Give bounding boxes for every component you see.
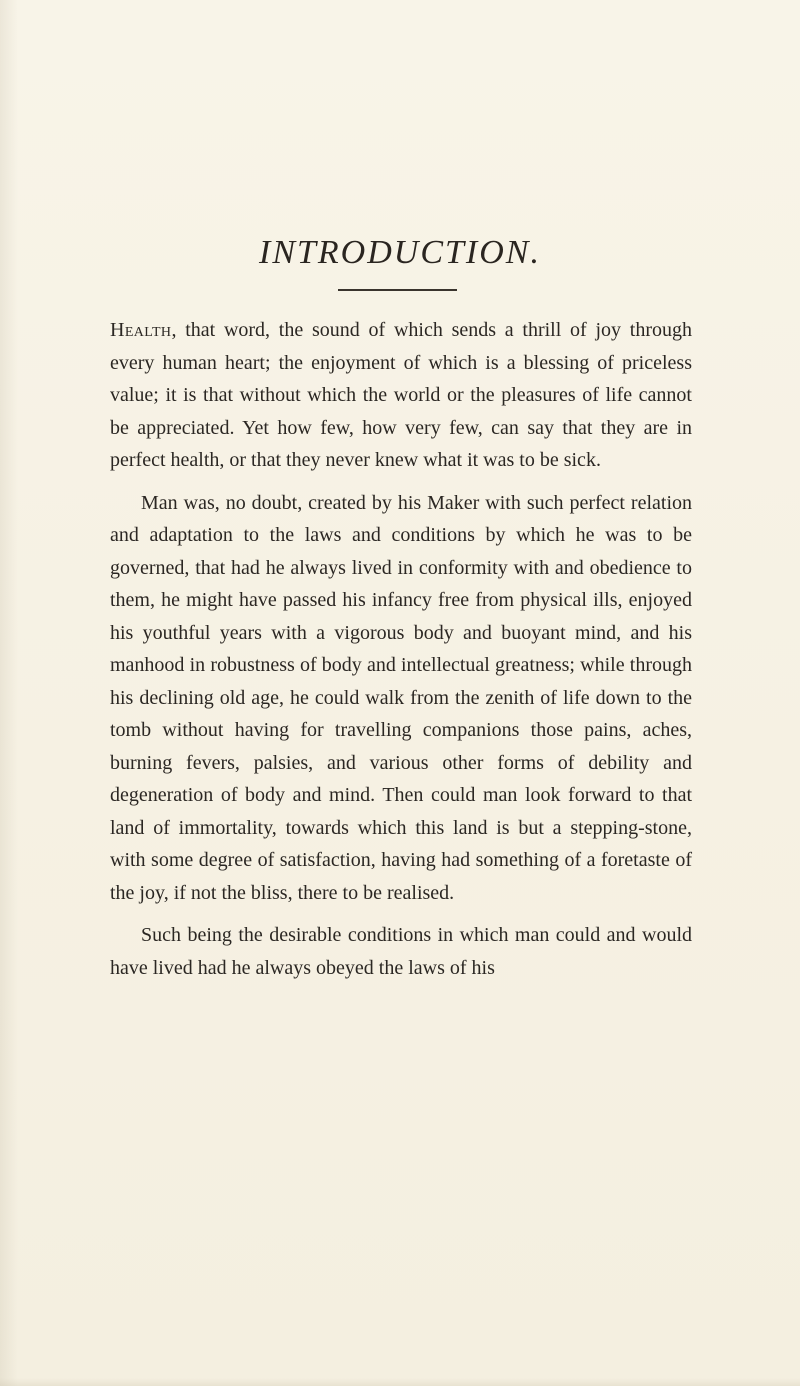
page-bottom-shadow [0,1378,800,1386]
title-rule [338,289,457,291]
paragraph-3: Such being the desirable conditions in which man could and would have lived had he always obeyed the laws of his [110,924,692,979]
paragraph-2: Man was, no doubt, created by his Maker with such perfect relation and adaptation to the laws and conditions by which he was to be governed, that had he always lived in conformity with and obedience to them, he might have passed his infancy free from physical ills, enjoyed his youthful years with a vigorous body and buoyant mind, and his manhood in robustness of body and intellectual greatness; while through his declining old age, he could walk from the zenith of life down to the tomb without having for travelling companions those pains, aches, burning fevers, palsies, and various other forms of debility and degeneration of body and mind. Then could man look forward to that land of immortality, towards which this land is but a stepping-stone, with some degree of satisfaction, having had something of a foretaste of the joy, if not the bliss, there to be realised. [110,491,692,904]
paragraph-1-lead-word: Health [110,319,172,341]
paragraph-1 [110,314,692,477]
page-edge-shadow [0,0,18,1386]
body-text [110,314,692,984]
page-title: INTRODUCTION. [259,234,541,271]
paragraph-1-text: , that word, the sound of which sends a thrill of joy through every human heart; the enjoyment of which is a blessing of priceless value; it is that without which the world or the pleasures of life cannot be appreciated. Yet how few, how very few, can say that they are in perfect health, or that they never knew what it was to be sick. [110,319,692,471]
